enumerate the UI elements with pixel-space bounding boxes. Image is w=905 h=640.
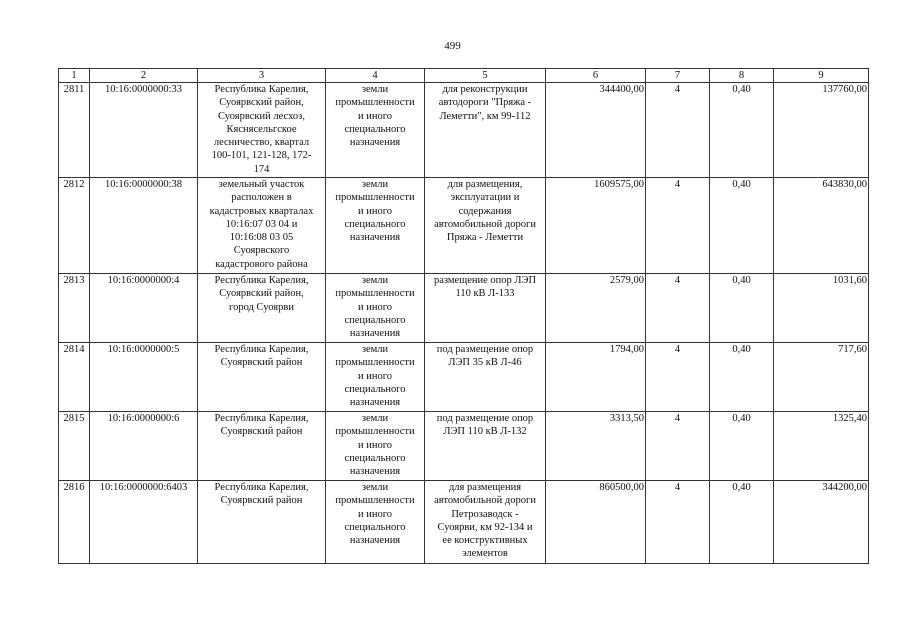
cadastral-number: 10:16:0000000:6403 (90, 481, 198, 564)
col8-value: 0,40 (710, 412, 774, 481)
header-col-1: 1 (59, 69, 90, 83)
table-row (59, 412, 869, 481)
table-row (59, 178, 869, 274)
land-category-text: земли промышленности и иного специального назначения (335, 344, 415, 409)
header-col-5: 5 (425, 69, 546, 83)
col7-value: 4 (646, 481, 710, 564)
cadastral-number: 10:16:0000000:33 (90, 83, 198, 178)
area-value: 1794,00 (546, 343, 646, 412)
col7-value: 4 (646, 343, 710, 412)
row-number: 2815 (59, 412, 90, 481)
table-row (59, 274, 869, 343)
table-header (59, 69, 869, 83)
location-text: земельный участок расположен в кадастровых кварталах 10:16:07 03 04 и 10:16:08 03 05 Суоярвского кадастрового района (209, 179, 314, 270)
location-text: Республика Карелия, Суоярвский район (214, 482, 309, 507)
location-text: Республика Карелия, Суоярвский район (214, 344, 309, 369)
permitted-use-text: размещение опор ЛЭП 110 кВ Л-133 (433, 275, 537, 300)
header-col-8: 8 (710, 69, 774, 83)
area-value: 3313,50 (546, 412, 646, 481)
area-value: 344400,00 (546, 83, 646, 178)
cadastral-number: 10:16:0000000:6 (90, 412, 198, 481)
area-value: 2579,00 (546, 274, 646, 343)
table-row (59, 83, 869, 178)
col9-value: 1325,40 (774, 412, 869, 481)
col7-value: 4 (646, 274, 710, 343)
permitted-use-text: для размещения автомобильной дороги Петрозаводск - Суоярви, км 92-134 и ее конструктивных элементов (434, 482, 536, 560)
land-category-text: земли промышленности и иного специального назначения (335, 179, 415, 244)
land-category-text: земли промышленности и иного специального назначения (335, 84, 415, 149)
permitted-use-text: для размещения, эксплуатации и содержания автомобильной дороги Пряжа - Леметти (434, 179, 536, 244)
location-text: Республика Карелия, Суоярвский район, город Суоярви (214, 275, 309, 313)
col8-value: 0,40 (710, 343, 774, 412)
col7-value: 4 (646, 178, 710, 274)
location-text: Республика Карелия, Суоярвский район (214, 413, 309, 438)
col7-value: 4 (646, 83, 710, 178)
row-number: 2813 (59, 274, 90, 343)
land-category-text: земли промышленности и иного специального назначения (335, 275, 415, 340)
permitted-use-text: для реконструкции автодороги "Пряжа - Леметти", км 99-112 (438, 84, 532, 122)
permitted-use-text: под размещение опор ЛЭП 110 кВ Л-132 (436, 413, 534, 438)
col8-value: 0,40 (710, 178, 774, 274)
col7-value: 4 (646, 412, 710, 481)
header-col-4: 4 (326, 69, 425, 83)
header-col-3: 3 (198, 69, 326, 83)
col9-value: 137760,00 (774, 83, 869, 178)
cadastral-number: 10:16:0000000:5 (90, 343, 198, 412)
row-number: 2812 (59, 178, 90, 274)
page-number: 499 (444, 40, 461, 52)
header-col-9: 9 (774, 69, 869, 83)
header-row (59, 69, 869, 83)
col8-value: 0,40 (710, 83, 774, 178)
header-col-6: 6 (546, 69, 646, 83)
row-number: 2814 (59, 343, 90, 412)
row-number: 2816 (59, 481, 90, 564)
col9-value: 344200,00 (774, 481, 869, 564)
cadastral-number: 10:16:0000000:4 (90, 274, 198, 343)
land-category-text: земли промышленности и иного специального назначения (335, 413, 415, 478)
col9-value: 1031,60 (774, 274, 869, 343)
land-registry-table (58, 68, 869, 564)
table-row (59, 343, 869, 412)
cadastral-number: 10:16:0000000:38 (90, 178, 198, 274)
land-category-text: земли промышленности и иного специального назначения (335, 482, 415, 547)
area-value: 1609575,00 (546, 178, 646, 274)
col8-value: 0,40 (710, 481, 774, 564)
table-body (59, 83, 869, 564)
col8-value: 0,40 (710, 274, 774, 343)
location-text: Республика Карелия, Суоярвский район, Суоярвский лесхоз, Кяснясельгское лесничество, квартал 100-101, 121-128, 172- 174 (211, 84, 312, 175)
permitted-use-text: под размещение опор ЛЭП 35 кВ Л-46 (436, 344, 534, 369)
row-number: 2811 (59, 83, 90, 178)
table-row (59, 481, 869, 564)
header-col-2: 2 (90, 69, 198, 83)
area-value: 860500,00 (546, 481, 646, 564)
col9-value: 717,60 (774, 343, 869, 412)
col9-value: 643830,00 (774, 178, 869, 274)
header-col-7: 7 (646, 69, 710, 83)
